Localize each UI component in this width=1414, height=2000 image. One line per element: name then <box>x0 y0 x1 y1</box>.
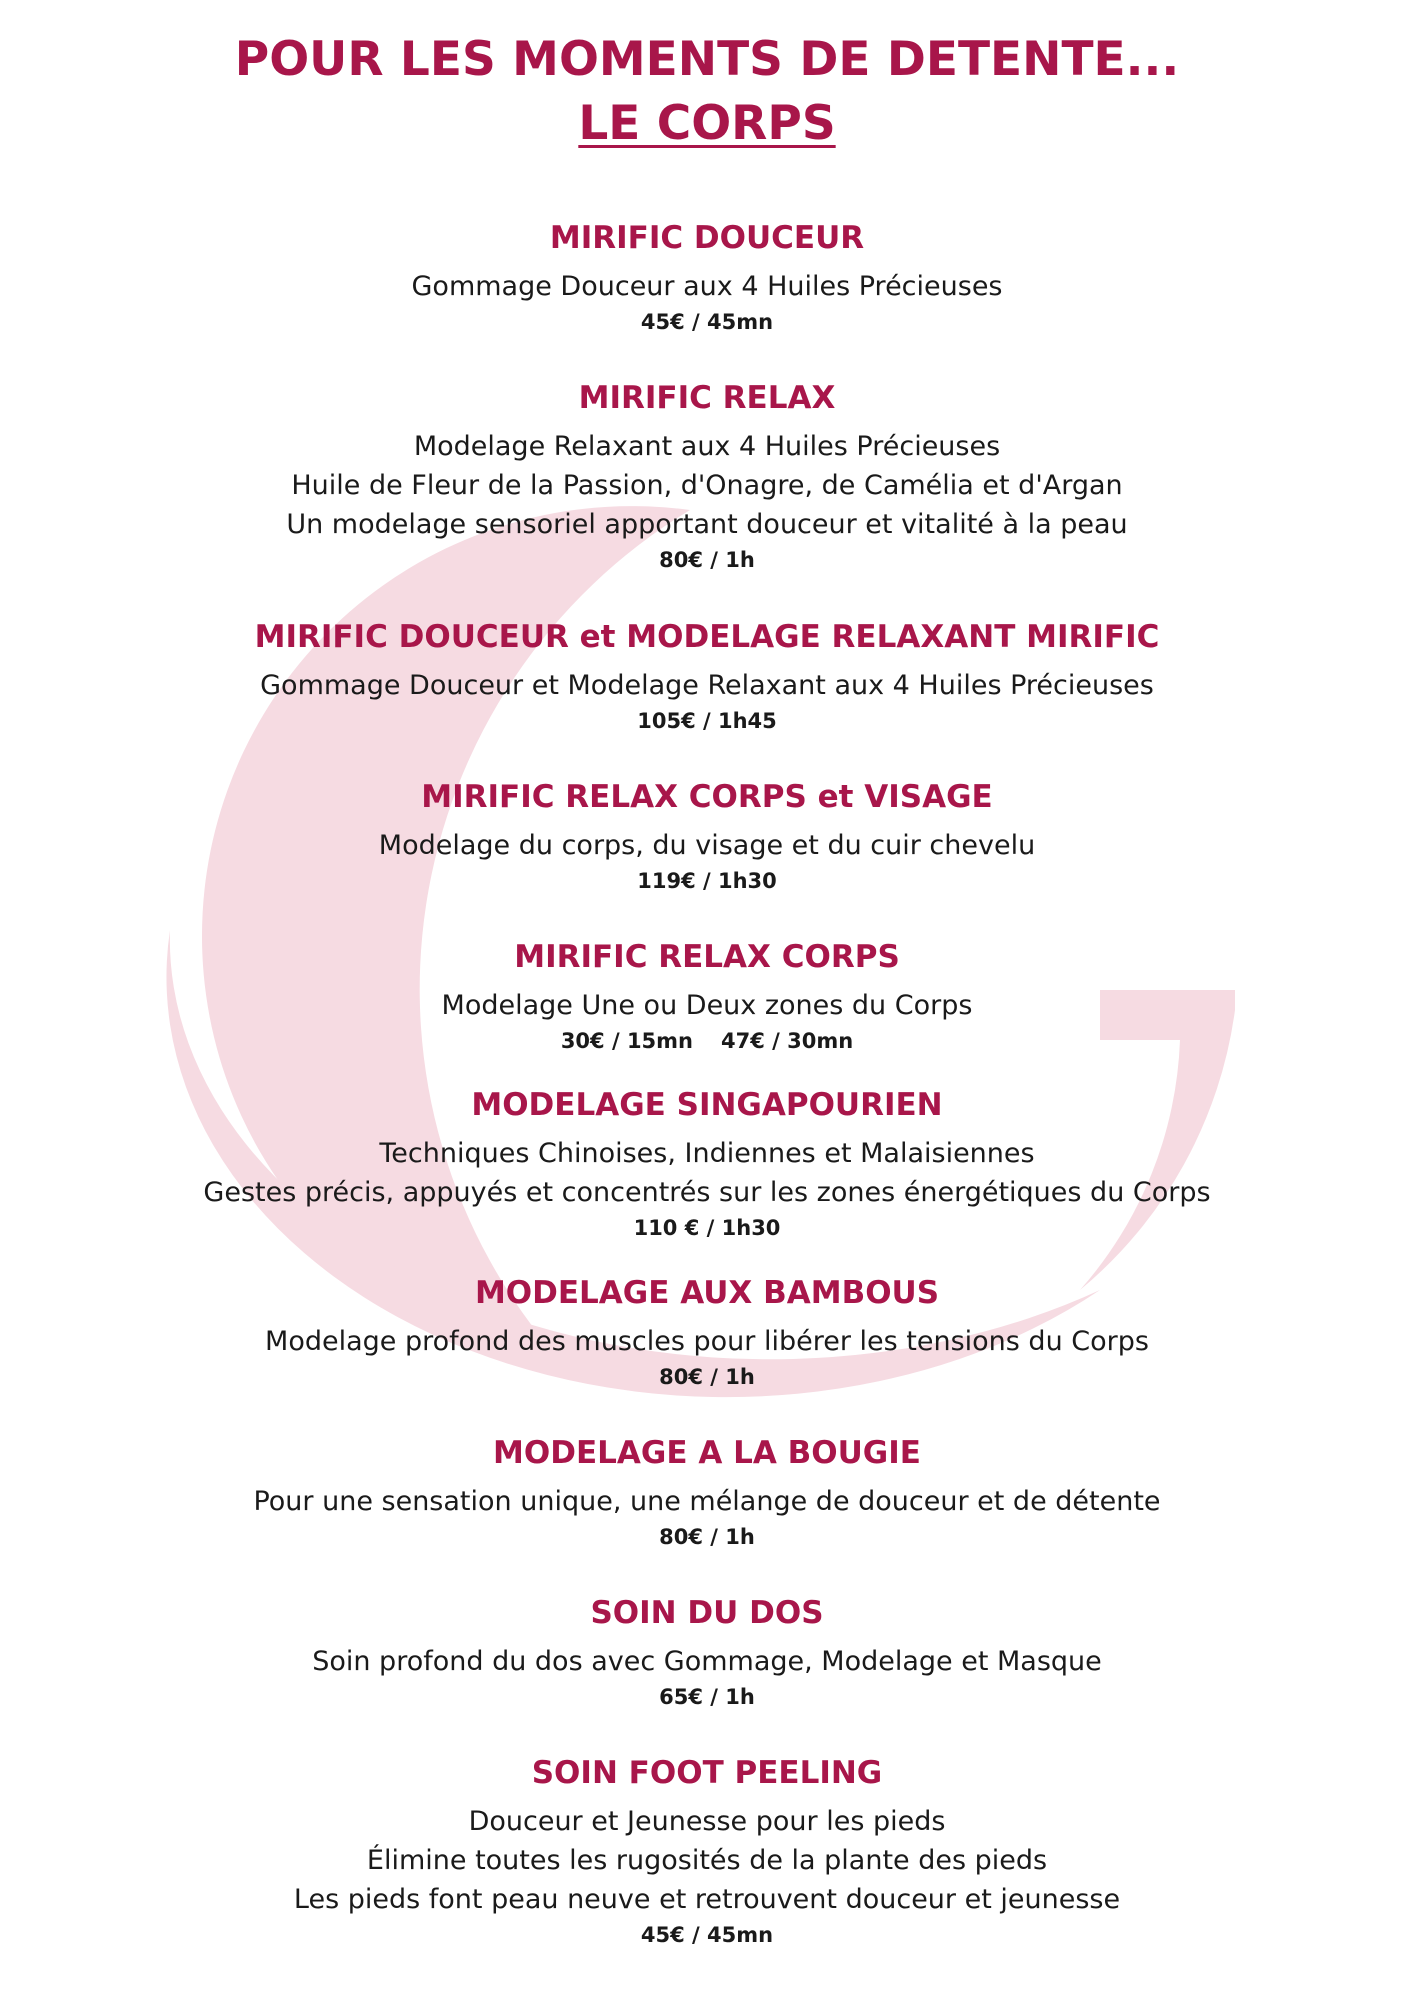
treatment-description: Modelage Relaxant aux 4 Huiles Précieuses <box>413 431 1001 462</box>
treatment-title: SOIN DU DOS <box>590 1595 824 1631</box>
treatment-description: Gommage Douceur aux 4 Huiles Précieuses <box>411 271 1003 302</box>
treatment-soin-du-dos <box>0 1595 1414 1713</box>
treatment-description: Modelage du corps, du visage et du cuir chevelu <box>378 830 1036 861</box>
treatment-price: 45€ / 45mn <box>640 310 774 334</box>
treatment-description: Modelage Une ou Deux zones du Corps <box>441 990 973 1021</box>
treatment-soin-foot-peeling <box>0 1755 1414 1951</box>
treatment-modelage-singapourien <box>0 1087 1414 1244</box>
treatment-price: 80€ / 1h <box>659 1525 755 1549</box>
treatment-mirific-relax-corps <box>0 939 1414 1057</box>
treatment-description: Un modelage sensoriel apportant douceur et vitalité à la peau <box>286 509 1128 540</box>
treatment-description: Gommage Douceur et Modelage Relaxant aux 4 Huiles Précieuses <box>260 670 1154 701</box>
treatment-price: 80€ / 1h <box>659 1365 755 1389</box>
page-title: POUR LES MOMENTS DE DETENTE... <box>234 32 1180 87</box>
treatment-price: 119€ / 1h30 <box>637 869 777 893</box>
treatment-mirific-douceur <box>0 220 1414 338</box>
treatment-description: Élimine toutes les rugosités de la plante des pieds <box>366 1845 1048 1876</box>
treatment-price: 80€ / 1h <box>659 548 755 572</box>
treatment-title: MIRIFIC RELAX CORPS et VISAGE <box>421 779 993 815</box>
treatment-title: MIRIFIC DOUCEUR <box>549 220 865 256</box>
treatment-price: 45€ / 45mn <box>640 1923 774 1947</box>
treatment-price: 47€ / 30mn <box>721 1029 854 1053</box>
treatment-description: Les pieds font peau neuve et retrouvent douceur et jeunesse <box>293 1884 1121 1915</box>
treatment-title: MODELAGE AUX BAMBOUS <box>474 1275 940 1311</box>
treatment-mirific-douceur-modelage <box>0 619 1414 737</box>
treatment-mirific-relax <box>0 380 1414 576</box>
treatment-title: SOIN FOOT PEELING <box>531 1755 883 1791</box>
treatment-description: Modelage profond des muscles pour libérer les tensions du Corps <box>265 1326 1149 1357</box>
treatment-description: Soin profond du dos avec Gommage, Modelage et Masque <box>312 1646 1102 1677</box>
treatment-title: MODELAGE SINGAPOURIEN <box>471 1087 943 1123</box>
treatment-price: 65€ / 1h <box>659 1685 755 1709</box>
treatment-mirific-relax-corps-visage <box>0 779 1414 897</box>
treatment-title: MIRIFIC RELAX <box>578 380 836 416</box>
treatment-description: Pour une sensation unique, une mélange de douceur et de détente <box>253 1486 1161 1517</box>
treatment-description: Huile de Fleur de la Passion, d'Onagre, de Camélia et d'Argan <box>291 470 1123 501</box>
treatment-price: 110 € / 1h30 <box>633 1216 781 1240</box>
treatment-title: MIRIFIC DOUCEUR et MODELAGE RELAXANT MIRIFIC <box>254 619 1160 655</box>
treatment-description: Techniques Chinoises, Indiennes et Malaisiennes <box>379 1138 1035 1169</box>
treatment-title: MODELAGE A LA BOUGIE <box>493 1435 921 1471</box>
page-subtitle: LE CORPS <box>578 96 836 151</box>
treatment-price: 30€ / 15mn <box>560 1029 693 1053</box>
treatment-price-group <box>0 1025 1414 1057</box>
treatment-title: MIRIFIC RELAX CORPS <box>514 939 900 975</box>
treatment-description: Douceur et Jeunesse pour les pieds <box>468 1806 946 1837</box>
treatment-modelage-bougie <box>0 1435 1414 1553</box>
treatment-modelage-bambous <box>0 1275 1414 1393</box>
treatment-description: Gestes précis, appuyés et concentrés sur les zones énergétiques du Corps <box>203 1177 1211 1208</box>
treatment-price: 105€ / 1h45 <box>637 709 777 733</box>
